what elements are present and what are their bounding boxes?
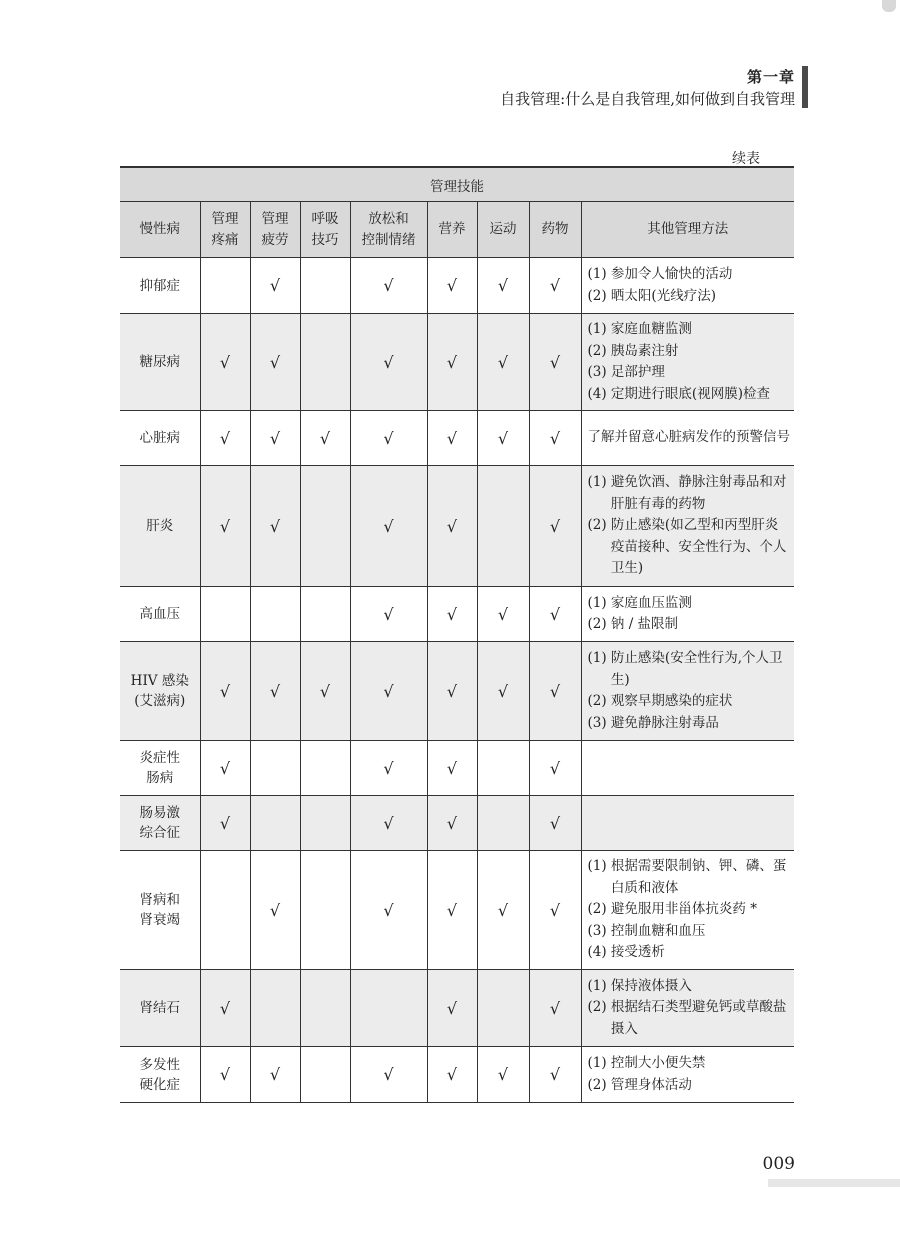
checkmark-icon: √: [497, 428, 509, 448]
check-cell: [250, 314, 300, 411]
table-row: [120, 970, 794, 1047]
method-item: (1) 参加令人愉快的活动: [587, 266, 733, 282]
check-cell: [300, 466, 350, 587]
checkmark-icon: √: [383, 276, 394, 295]
method-item: (2) 根据结石类型避免钙或草酸盐摄入: [587, 999, 787, 1037]
checkmark-icon: √: [219, 352, 231, 372]
check-cell: [477, 587, 529, 642]
checkmark-icon: √: [497, 276, 509, 295]
check-cell: [250, 796, 300, 851]
method-item: (2) 观察早期感染的症状: [587, 693, 733, 709]
check-cell: [200, 1047, 250, 1103]
check-cell: [529, 1047, 581, 1103]
checkmark-icon: √: [219, 1065, 231, 1084]
checkmark-icon: √: [446, 276, 458, 295]
check-cell: [477, 796, 529, 851]
disease-name: 糖尿病: [120, 314, 200, 411]
column-header: 运动: [477, 202, 529, 258]
check-cell: [200, 466, 250, 587]
checkmark-icon: √: [319, 681, 331, 701]
checkmark-icon: √: [549, 516, 561, 536]
checkmark-icon: √: [446, 681, 458, 701]
check-cell: [427, 314, 477, 411]
column-header: 管理 疲劳: [250, 202, 300, 258]
check-cell: [350, 314, 427, 411]
checkmark-icon: √: [549, 604, 561, 624]
method-item: (3) 控制血糖和血压: [587, 922, 706, 939]
method-item: (1) 保持液体摄入: [587, 977, 692, 994]
other-methods: [581, 796, 794, 851]
check-cell: [250, 411, 300, 466]
check-cell: [300, 970, 350, 1047]
checkmark-icon: √: [549, 900, 561, 920]
page-number: 009: [762, 1154, 795, 1174]
check-cell: [477, 851, 529, 970]
check-cell: [529, 642, 581, 741]
check-cell: [477, 314, 529, 411]
checkmark-icon: √: [549, 1065, 561, 1084]
check-cell: [200, 796, 250, 851]
checkmark-icon: √: [549, 813, 561, 833]
checkmark-icon: √: [446, 604, 458, 624]
check-cell: [350, 1047, 427, 1103]
check-cell: [529, 258, 581, 314]
method-item: (4) 定期进行眼底(视网膜)检查: [587, 385, 770, 402]
check-cell: [427, 587, 477, 642]
checkmark-icon: √: [383, 813, 394, 833]
checkmark-icon: √: [497, 1065, 509, 1084]
checkmark-icon: √: [549, 681, 561, 701]
checkmark-icon: √: [446, 516, 458, 536]
checkmark-icon: √: [219, 516, 231, 536]
checkmark-icon: √: [383, 428, 394, 448]
other-methods: [581, 642, 794, 741]
checkmark-icon: √: [219, 998, 231, 1018]
other-methods: [581, 741, 794, 796]
check-cell: [427, 741, 477, 796]
column-header: 放松和 控制情绪: [350, 202, 427, 258]
chapter-label: 第一章: [746, 68, 795, 86]
continued-label: 续表: [732, 151, 760, 167]
footer-bar: [768, 1179, 900, 1187]
table-row: [120, 741, 794, 796]
other-methods: [581, 970, 794, 1047]
check-cell: [529, 587, 581, 642]
check-cell: [200, 258, 250, 314]
other-methods: [581, 851, 794, 970]
checkmark-icon: √: [446, 998, 458, 1018]
check-cell: [250, 741, 300, 796]
checkmark-icon: √: [497, 352, 509, 372]
checkmark-icon: √: [383, 604, 394, 624]
table-row: [120, 314, 794, 411]
other-methods: [581, 314, 794, 411]
method-item: (2) 避免服用非甾体抗炎药 *: [587, 901, 757, 918]
check-cell: [477, 642, 529, 741]
column-header: 慢性病: [120, 202, 200, 258]
check-cell: [350, 741, 427, 796]
method-item: (2) 晒太阳(光线疗法): [587, 287, 716, 304]
checkmark-icon: √: [497, 681, 509, 701]
check-cell: [350, 466, 427, 587]
table-row: [120, 258, 794, 314]
method-item: 了解并留意心脏病发作的预警信号: [587, 429, 790, 446]
check-cell: [350, 258, 427, 314]
check-cell: [200, 642, 250, 741]
check-cell: [300, 642, 350, 741]
checkmark-icon: √: [269, 681, 281, 701]
other-methods: [581, 258, 794, 314]
check-cell: [427, 466, 477, 587]
checkmark-icon: √: [383, 352, 394, 372]
table-row: [120, 466, 794, 587]
method-item: (3) 避免静脉注射毒品: [587, 714, 719, 731]
table-row: [120, 411, 794, 466]
method-item: (1) 根据需要限制钠、钾、磷、蛋白质和液体: [587, 858, 787, 896]
check-cell: [477, 411, 529, 466]
checkmark-icon: √: [383, 900, 394, 920]
checkmark-icon: √: [319, 428, 331, 448]
disease-name: 肠易激 综合征: [120, 796, 200, 851]
method-item: (2) 钠 / 盐限制: [587, 616, 679, 632]
disease-name: 多发性 硬化症: [120, 1047, 200, 1103]
checkmark-icon: √: [446, 813, 458, 833]
check-cell: [250, 642, 300, 741]
checkmark-icon: √: [446, 352, 458, 372]
checkmark-icon: √: [383, 681, 394, 701]
check-cell: [529, 466, 581, 587]
check-cell: [250, 466, 300, 587]
chapter-subtitle: 自我管理:什么是自我管理,如何做到自我管理: [500, 90, 795, 108]
other-methods: [581, 411, 794, 466]
check-cell: [200, 314, 250, 411]
checkmark-icon: √: [269, 1065, 281, 1084]
check-cell: [300, 587, 350, 642]
check-cell: [427, 642, 477, 741]
check-cell: [200, 741, 250, 796]
method-item: (1) 避免饮酒、静脉注射毒品和对肝脏有毒的药物: [587, 474, 787, 512]
check-cell: [300, 314, 350, 411]
method-item: (3) 足部护理: [587, 364, 665, 380]
other-methods: [581, 466, 794, 587]
checkmark-icon: √: [219, 428, 231, 448]
check-cell: [427, 1047, 477, 1103]
check-cell: [200, 587, 250, 642]
check-cell: [529, 970, 581, 1047]
checkmark-icon: √: [269, 428, 281, 448]
checkmark-icon: √: [269, 900, 281, 920]
checkmark-icon: √: [446, 1065, 458, 1084]
check-cell: [200, 970, 250, 1047]
check-cell: [250, 1047, 300, 1103]
checkmark-icon: √: [549, 428, 561, 448]
method-item: (4) 接受透析: [587, 944, 665, 961]
check-cell: [250, 970, 300, 1047]
check-cell: [529, 741, 581, 796]
check-cell: [427, 796, 477, 851]
method-item: (1) 家庭血糖监测: [587, 321, 692, 337]
checkmark-icon: √: [446, 758, 458, 778]
checkmark-icon: √: [446, 900, 458, 920]
table-row: [120, 642, 794, 741]
check-cell: [529, 851, 581, 970]
other-methods: [581, 1047, 794, 1103]
group-header: 管理技能: [120, 167, 794, 202]
disease-name: 心脏病: [120, 411, 200, 466]
check-cell: [427, 851, 477, 970]
check-cell: [300, 851, 350, 970]
disease-name: HIV 感染 (艾滋病): [120, 642, 200, 741]
checkmark-icon: √: [383, 758, 394, 778]
check-cell: [300, 1047, 350, 1103]
table-row: [120, 851, 794, 970]
corner-mark: [882, 0, 896, 12]
chapter-bar: [802, 66, 808, 108]
checkmark-icon: √: [269, 516, 281, 536]
method-item: (1) 防止感染(安全性行为,个人卫生): [587, 650, 783, 688]
check-cell: [200, 851, 250, 970]
check-cell: [250, 587, 300, 642]
checkmark-icon: √: [446, 428, 458, 448]
check-cell: [350, 796, 427, 851]
method-item: (2) 管理身体活动: [587, 1076, 692, 1093]
check-cell: [529, 796, 581, 851]
table-row: [120, 796, 794, 851]
check-cell: [477, 1047, 529, 1103]
column-header: 呼吸 技巧: [300, 202, 350, 258]
method-item: (1) 家庭血压监测: [587, 594, 692, 611]
check-cell: [300, 741, 350, 796]
check-cell: [250, 851, 300, 970]
checkmark-icon: √: [269, 352, 281, 372]
checkmark-icon: √: [549, 276, 561, 295]
column-header: 营养: [427, 202, 477, 258]
other-methods: [581, 587, 794, 642]
check-cell: [529, 314, 581, 411]
method-item: (1) 控制大小便失禁: [587, 1055, 706, 1071]
checkmark-icon: √: [549, 352, 561, 372]
disease-name: 抑郁症: [120, 258, 200, 314]
checkmark-icon: √: [269, 276, 281, 295]
disease-name: 肝炎: [120, 466, 200, 587]
disease-name: 炎症性 肠病: [120, 741, 200, 796]
check-cell: [427, 411, 477, 466]
checkmark-icon: √: [549, 758, 561, 778]
check-cell: [477, 970, 529, 1047]
checkmark-icon: √: [383, 516, 394, 536]
check-cell: [350, 411, 427, 466]
check-cell: [250, 258, 300, 314]
check-cell: [477, 466, 529, 587]
check-cell: [427, 970, 477, 1047]
disease-name: 肾病和 肾衰竭: [120, 851, 200, 970]
method-item: (2) 防止感染(如乙型和丙型肝炎疫苗接种、安全性行为、个人卫生): [587, 517, 787, 577]
checkmark-icon: √: [219, 681, 231, 701]
check-cell: [350, 970, 427, 1047]
check-cell: [350, 851, 427, 970]
check-cell: [477, 258, 529, 314]
checkmark-icon: √: [383, 1065, 394, 1084]
checkmark-icon: √: [549, 998, 561, 1018]
management-skills-table: [120, 166, 794, 1103]
check-cell: [477, 741, 529, 796]
disease-name: 肾结石: [120, 970, 200, 1047]
check-cell: [427, 258, 477, 314]
column-header: 管理 疼痛: [200, 202, 250, 258]
table-row: [120, 1047, 794, 1103]
checkmark-icon: √: [219, 813, 231, 833]
check-cell: [300, 796, 350, 851]
checkmark-icon: √: [219, 758, 231, 778]
column-header: 其他管理方法: [581, 202, 794, 258]
check-cell: [350, 642, 427, 741]
check-cell: [350, 587, 427, 642]
check-cell: [300, 411, 350, 466]
method-item: (2) 胰岛素注射: [587, 342, 679, 359]
check-cell: [200, 411, 250, 466]
table-row: [120, 587, 794, 642]
checkmark-icon: √: [497, 604, 509, 624]
check-cell: [529, 411, 581, 466]
disease-name: 高血压: [120, 587, 200, 642]
checkmark-icon: √: [497, 900, 509, 920]
check-cell: [300, 258, 350, 314]
column-header: 药物: [529, 202, 581, 258]
